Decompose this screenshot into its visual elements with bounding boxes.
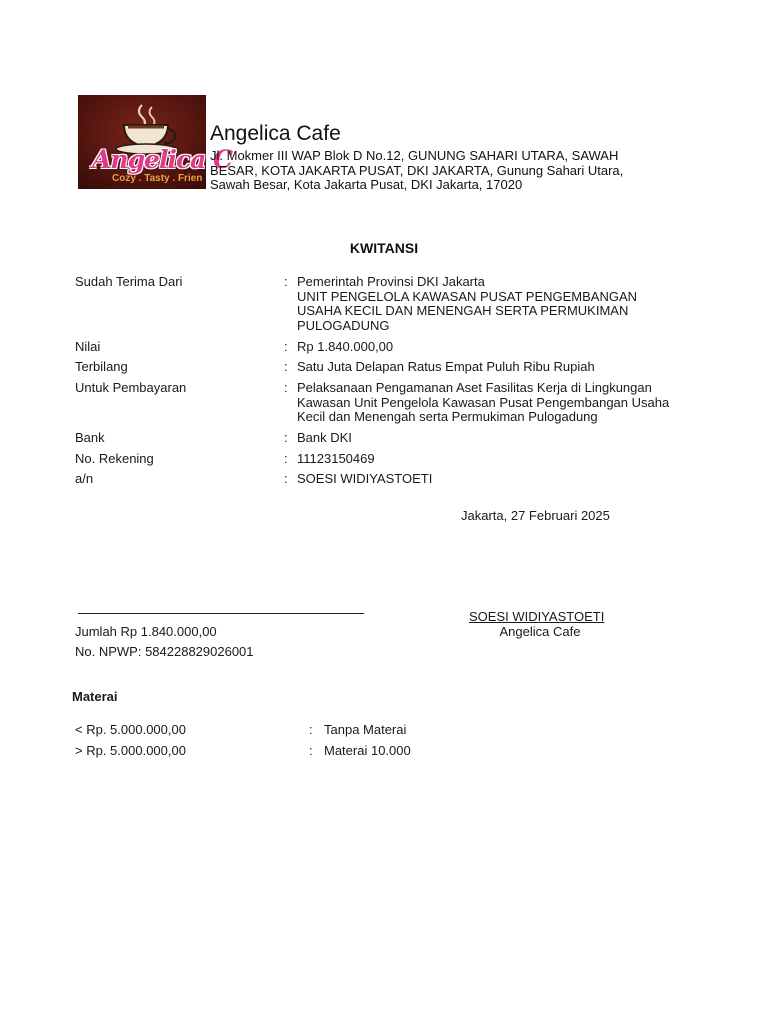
row-label-amount: Nilai <box>75 339 101 354</box>
logo-wordmark: Angelica C <box>92 145 232 174</box>
receipt-date: Jakarta, 27 Februari 2025 <box>461 508 610 523</box>
npwp-number: No. NPWP: 584228829026001 <box>75 644 254 659</box>
row-label-in-words: Terbilang <box>75 359 128 374</box>
value-line: Bank DKI <box>297 430 352 445</box>
address-line: Jl. Mokmer III WAP Blok D No.12, GUNUNG SAHARI UTARA, SAWAH <box>210 148 619 163</box>
company-name: Angelica Cafe <box>210 122 341 145</box>
row-value-amount <box>297 340 702 355</box>
address-line: Sawah Besar, Kota Jakarta Pusat, DKI Jakarta, 17020 <box>210 177 523 192</box>
logo-tagline: Cozy . Tasty . Frien <box>112 173 203 184</box>
value-line: Pelaksanaan Pengamanan Aset Fasilitas Kerja di Lingkungan <box>297 380 652 395</box>
row-colon: : <box>284 451 288 466</box>
row-label-account-number: No. Rekening <box>75 451 154 466</box>
value-line: PULOGADUNG <box>297 317 390 333</box>
row-colon: : <box>284 339 288 354</box>
value-line: Satu Juta Delapan Ratus Empat Puluh Ribu Rupiah <box>297 359 595 374</box>
stamp-duty-value: Materai 10.000 <box>324 743 411 758</box>
row-value-payment-for <box>297 381 702 425</box>
signer-name: SOESI WIDIYASTOETI <box>469 609 605 624</box>
signature-line <box>78 613 364 614</box>
value-line: Kecil dan Menengah serta Permukiman Pulogadung <box>297 409 598 424</box>
value-line: 11123150469 <box>297 451 375 466</box>
value-line: USAHA KECIL DAN MENENGAH SERTA PERMUKIMAN <box>297 303 629 318</box>
stamp-duty-value: Tanpa Materai <box>324 722 407 737</box>
row-colon: : <box>284 380 288 395</box>
row-value-account-name <box>297 472 702 487</box>
row-colon: : <box>284 274 288 289</box>
row-colon: : <box>284 359 288 374</box>
document-title: KWITANSI <box>349 240 419 256</box>
stamp-duty-colon: : <box>309 722 313 737</box>
row-colon: : <box>284 430 288 445</box>
stamp-duty-threshold: > Rp. 5.000.000,00 <box>75 743 186 758</box>
value-line: UNIT PENGELOLA KAWASAN PUSAT PENGEMBANGAN <box>297 288 638 304</box>
stamp-duty-colon: : <box>309 743 313 758</box>
address-line: BESAR, KOTA JAKARTA PUSAT, DKI JAKARTA, Gunung Sahari Utara, <box>210 162 624 178</box>
value-line: SOESI WIDIYASTOETI <box>297 471 433 486</box>
row-label-bank: Bank <box>75 430 105 445</box>
row-colon: : <box>284 471 288 486</box>
signer-company: Angelica Cafe <box>499 624 581 639</box>
row-value-account-number <box>297 452 702 467</box>
row-label-received-from: Sudah Terima Dari <box>75 274 183 289</box>
stamp-duty-title: Materai <box>72 689 118 704</box>
stamp-duty-threshold: < Rp. 5.000.000,00 <box>75 722 186 737</box>
row-value-received-from <box>297 275 702 333</box>
value-line: Pemerintah Provinsi DKI Jakarta <box>297 274 485 289</box>
company-logo <box>78 95 232 189</box>
row-value-in-words <box>297 360 702 375</box>
row-label-account-name: a/n <box>75 471 94 486</box>
value-line: Rp 1.840.000,00 <box>297 339 394 354</box>
total-amount: Jumlah Rp 1.840.000,00 <box>75 624 217 639</box>
row-value-bank <box>297 431 702 446</box>
row-label-payment-for: Untuk Pembayaran <box>75 380 187 395</box>
company-address <box>210 149 660 193</box>
value-line: Kawasan Unit Pengelola Kawasan Pusat Pengembangan Usaha <box>297 394 670 410</box>
